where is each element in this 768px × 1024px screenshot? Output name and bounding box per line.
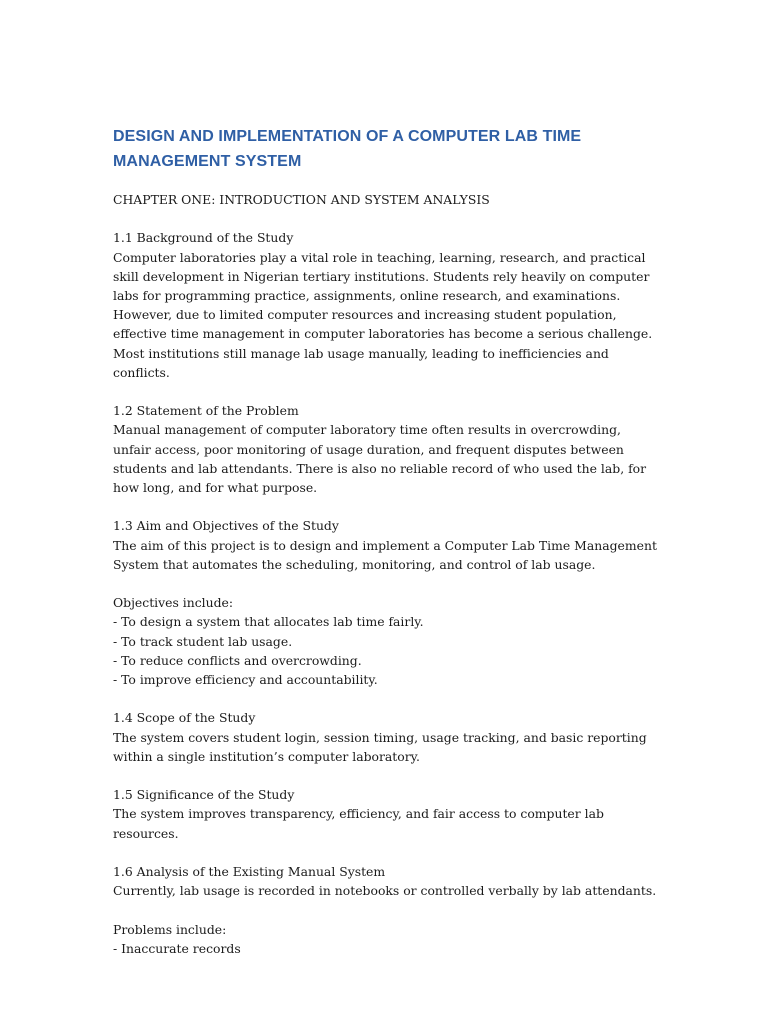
chapter-heading: CHAPTER ONE: INTRODUCTION AND SYSTEM ANALYSIS bbox=[113, 192, 490, 207]
section-paragraph: Manual management of computer laboratory time often results in overcrowding, unfair access, poor monitoring of usage duration, and frequent disputes between students and lab attendants. There is also no reliable record of who used the lab, for how long, and for what purpose. bbox=[113, 422, 647, 496]
section-paragraph: Computer laboratories play a vital role in teaching, learning, research, and practical skill development in Nigerian tertiary institutions. Students rely heavily on computer labs for programming practice, assignments, online research, and examinations. However, due to limited computer resources and increasing student population, effective time management in computer laboratories has become a serious challenge. Most institutions still manage lab usage manually, leading to inefficiencies and conflicts. bbox=[113, 249, 653, 380]
section-heading: 1.5 Significance of the Study bbox=[113, 787, 295, 803]
list-item: - To reduce conflicts and overcrowding. bbox=[113, 652, 362, 668]
section-aim bbox=[113, 516, 658, 574]
section-heading: 1.1 Background of the Study bbox=[113, 230, 294, 246]
problems-list bbox=[113, 939, 658, 958]
list-item: - To track student lab usage. bbox=[113, 633, 293, 649]
section-scope bbox=[113, 708, 658, 766]
section-heading: 1.6 Analysis of the Existing Manual System bbox=[113, 864, 386, 879]
section-heading: 1.2 Statement of the Problem bbox=[113, 403, 299, 419]
section-paragraph: The system covers student login, session timing, usage tracking, and basic reporting within a single institution’s computer laboratory. bbox=[113, 729, 647, 764]
section-heading: 1.4 Scope of the Study bbox=[113, 710, 256, 726]
section-heading: 1.3 Aim and Objectives of the Study bbox=[113, 518, 339, 534]
document-title: DESIGN AND IMPLEMENTATION OF A COMPUTER LAB TIME MANAGEMENT SYSTEM bbox=[113, 128, 582, 170]
section-problems bbox=[113, 920, 658, 958]
section-existing-system bbox=[113, 862, 658, 900]
list-item: - To improve efficiency and accountability. bbox=[113, 672, 378, 688]
list-item: - To design a system that allocates lab time fairly. bbox=[113, 614, 424, 630]
document-body bbox=[113, 124, 658, 977]
section-objectives bbox=[113, 593, 658, 689]
section-paragraph: The aim of this project is to design and implement a Computer Lab Time Management System that automates the scheduling, monitoring, and control of lab usage. bbox=[113, 537, 657, 572]
objectives-list bbox=[113, 612, 658, 689]
section-problem-statement bbox=[113, 401, 658, 497]
section-paragraph: The system improves transparency, efficiency, and fair access to computer lab resources. bbox=[113, 806, 604, 841]
section-heading: Objectives include: bbox=[113, 595, 234, 611]
list-item: - Inaccurate records bbox=[113, 940, 241, 956]
section-paragraph: Currently, lab usage is recorded in notebooks or controlled verbally by lab attendants. bbox=[113, 883, 657, 899]
section-significance bbox=[113, 785, 658, 843]
section-heading: Problems include: bbox=[113, 921, 227, 937]
section-background bbox=[113, 228, 658, 382]
